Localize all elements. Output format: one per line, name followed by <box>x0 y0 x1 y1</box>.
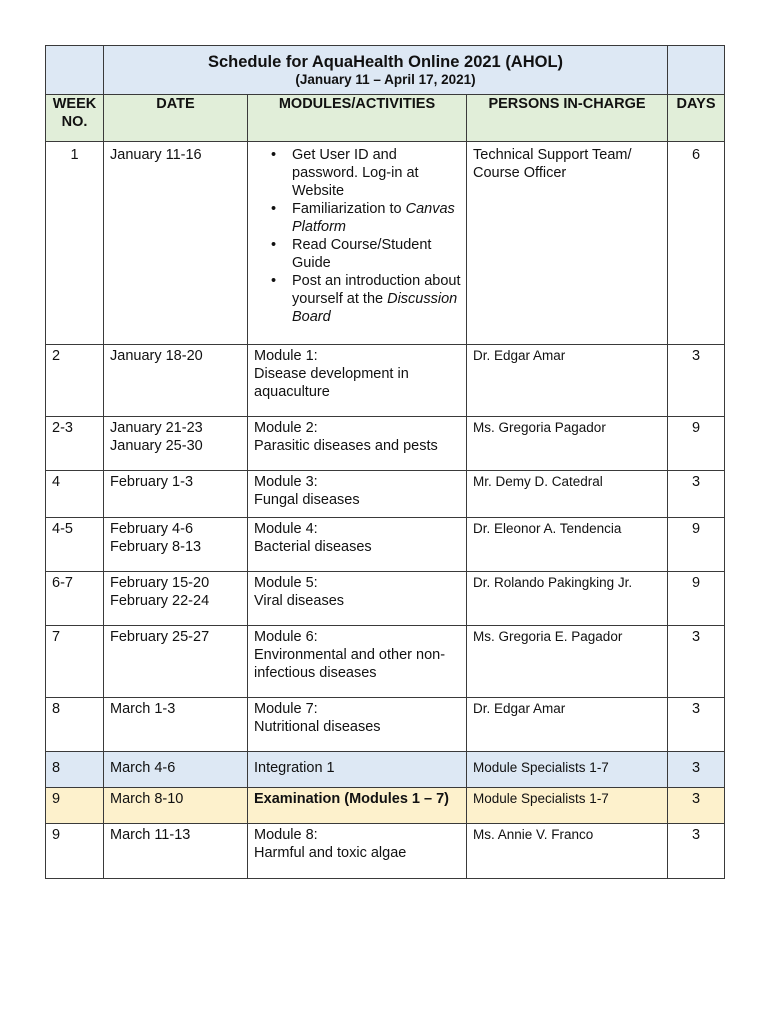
schedule-table <box>45 45 725 879</box>
list-item: • Post an introduction about yourself at the Discussion Board <box>271 273 461 325</box>
list-item: • Read Course/Student Guide <box>271 237 432 271</box>
module-cell: Module 6: Environmental and other non-infectious diseases <box>248 626 467 698</box>
days-cell: 3 <box>668 788 725 824</box>
week-cell: 9 <box>46 824 104 879</box>
schedule-title: Schedule for AquaHealth Online 2021 (AHOL) <box>207 53 564 71</box>
date-cell: March 4-6 <box>104 752 248 788</box>
person-cell: Ms. Gregoria Pagador <box>467 417 668 471</box>
module-cell: Module 3: Fungal diseases <box>248 471 467 518</box>
table-row-exam <box>46 788 725 824</box>
person-cell: Mr. Demy D. Catedral <box>467 471 668 518</box>
week-cell: 9 <box>46 788 104 824</box>
header-week: WEEK NO. <box>46 95 104 142</box>
schedule-subtitle: (January 11 – April 17, 2021) <box>295 72 476 87</box>
title-cell <box>104 46 668 95</box>
table-row <box>46 417 725 471</box>
date-cell: February 15-20 February 22-24 <box>104 572 248 626</box>
week-cell: 2 <box>46 345 104 417</box>
days-cell: 9 <box>668 572 725 626</box>
list-item: • Get User ID and password. Log-in at Website <box>271 147 419 199</box>
days-cell: 3 <box>668 752 725 788</box>
module-cell: Module 2: Parasitic diseases and pests <box>248 417 467 471</box>
module-cell: Integration 1 <box>248 752 467 788</box>
date-cell: March 8-10 <box>104 788 248 824</box>
person-cell: Ms. Annie V. Franco <box>467 824 668 879</box>
person-cell: Ms. Gregoria E. Pagador <box>467 626 668 698</box>
week-cell: 2-3 <box>46 417 104 471</box>
days-cell: 3 <box>668 824 725 879</box>
table-row <box>46 345 725 417</box>
date-cell: January 21-23 January 25-30 <box>104 417 248 471</box>
table-row <box>46 626 725 698</box>
person-cell: Technical Support Team/ Course Officer <box>467 142 668 345</box>
module-cell: Module 5: Viral diseases <box>248 572 467 626</box>
table-row <box>46 142 725 345</box>
person-cell: Dr. Eleonor A. Tendencia <box>467 518 668 572</box>
activity-list <box>248 142 466 326</box>
table-row <box>46 471 725 518</box>
title-blank-left <box>46 46 104 95</box>
week-cell: 8 <box>46 752 104 788</box>
week-cell: 1 <box>46 142 104 345</box>
days-cell: 6 <box>668 142 725 345</box>
module-cell: Examination (Modules 1 – 7) <box>248 788 467 824</box>
date-cell: February 25-27 <box>104 626 248 698</box>
header-row <box>46 95 725 142</box>
header-modules: MODULES/ACTIVITIES <box>248 95 467 142</box>
person-cell: Module Specialists 1-7 <box>467 752 668 788</box>
table-row <box>46 572 725 626</box>
bullet-icon: • <box>271 147 277 163</box>
table-row <box>46 518 725 572</box>
days-cell: 3 <box>668 471 725 518</box>
week-cell: 4-5 <box>46 518 104 572</box>
header-persons: PERSONS IN-CHARGE <box>467 95 668 142</box>
table-row-integration <box>46 752 725 788</box>
module-cell: Module 8: Harmful and toxic algae <box>248 824 467 879</box>
week-cell: 4 <box>46 471 104 518</box>
title-row <box>46 46 725 95</box>
week-cell: 8 <box>46 698 104 752</box>
header-date: DATE <box>104 95 248 142</box>
person-cell: Dr. Edgar Amar <box>467 345 668 417</box>
days-cell: 9 <box>668 518 725 572</box>
bullet-icon: • <box>271 201 277 217</box>
person-cell: Dr. Rolando Pakingking Jr. <box>467 572 668 626</box>
list-item: • Familiarization to Canvas Platform <box>271 201 455 235</box>
module-cell: Module 4: Bacterial diseases <box>248 518 467 572</box>
days-cell: 3 <box>668 345 725 417</box>
days-cell: 3 <box>668 626 725 698</box>
days-cell: 3 <box>668 698 725 752</box>
person-cell: Module Specialists 1-7 <box>467 788 668 824</box>
bullet-icon: • <box>271 237 277 253</box>
table-row <box>46 824 725 879</box>
module-cell: Module 7: Nutritional diseases <box>248 698 467 752</box>
person-cell: Dr. Edgar Amar <box>467 698 668 752</box>
days-cell: 9 <box>668 417 725 471</box>
week-cell: 6-7 <box>46 572 104 626</box>
date-cell: January 18-20 <box>104 345 248 417</box>
module-cell: Module 1: Disease development in aquaculture <box>248 345 467 417</box>
header-days: DAYS <box>668 95 725 142</box>
activities-cell <box>248 142 467 345</box>
date-cell: February 4-6 February 8-13 <box>104 518 248 572</box>
title-blank-right <box>668 46 725 95</box>
date-cell: March 1-3 <box>104 698 248 752</box>
bullet-icon: • <box>271 273 277 289</box>
date-cell: March 11-13 <box>104 824 248 879</box>
week-cell: 7 <box>46 626 104 698</box>
date-cell: January 11-16 <box>104 142 248 345</box>
table-row <box>46 698 725 752</box>
date-cell: February 1-3 <box>104 471 248 518</box>
